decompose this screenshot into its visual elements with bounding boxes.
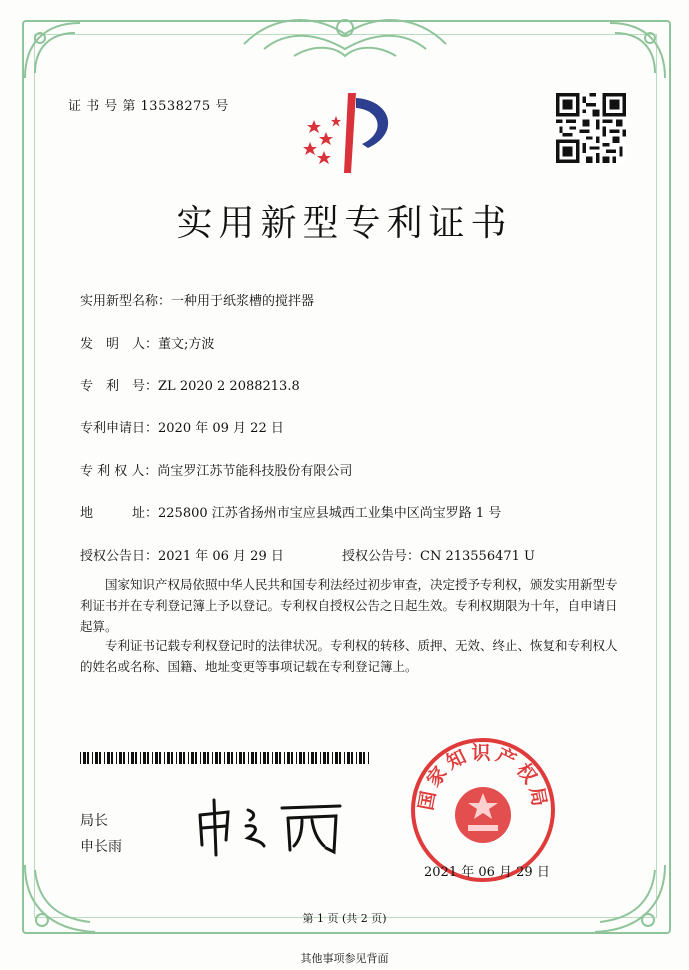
field-value: 2020 年 09 月 22 日 xyxy=(158,421,284,436)
director-title: 局长 xyxy=(80,813,108,829)
field-value: ZL 2020 2 2088213.8 xyxy=(158,379,300,394)
field-grant-number xyxy=(342,545,535,564)
field-patent-number xyxy=(80,375,300,394)
field-value: CN 213556471 U xyxy=(420,549,535,564)
svg-text:国家知识产权局: 国家知识产权局 xyxy=(415,742,551,812)
certificate-title: 实用新型专利证书 xyxy=(176,203,513,244)
certificate-number: 证 书 号 第 13538275 号 xyxy=(68,99,229,114)
field-patentee xyxy=(80,460,352,479)
corner-ornament-bottom-right-icon xyxy=(590,860,670,940)
field-inventor xyxy=(80,333,214,352)
field-value: 尚宝罗江苏节能科技股份有限公司 xyxy=(157,464,353,479)
corner-ornament-top-right-icon xyxy=(600,18,670,88)
qr-code-icon xyxy=(556,93,626,163)
cnipa-logo-icon xyxy=(296,88,406,178)
seal-date: 2021 年 06 月 29 日 xyxy=(424,865,550,880)
certificate-paragraph-2: 专利证书记载专利权登记时的法律状况。专利权的转移、质押、无效、终止、恢复和专利权人的姓名或名称、国籍、地址变更等事项记载在专利登记簿上。 xyxy=(80,638,618,674)
field-label: 专 利 号： xyxy=(80,379,159,394)
director-signature-icon xyxy=(190,790,350,860)
certificate-paragraph-1: 国家知识产权局依照中华人民共和国专利法经过初步审查，决定授予专利权，颁发实用新型专利证书并在专利登记簿上予以登记。专利权自授权公告之日起生效。专利权期限为十年，自申请日起算。 xyxy=(80,577,618,634)
barcode-icon xyxy=(80,752,370,764)
field-value: 一种用于纸浆槽的搅拌器 xyxy=(171,294,315,309)
field-value: 225800 江苏省扬州市宝应县城西工业集中区尚宝罗路 1 号 xyxy=(158,506,502,521)
field-label: 专 利 权 人： xyxy=(80,464,158,479)
field-value: 2021 年 06 月 29 日 xyxy=(158,549,284,564)
corner-ornament-bottom-left-icon xyxy=(20,860,100,940)
corner-ornament-top-left-icon xyxy=(20,18,90,88)
field-label: 专利申请日： xyxy=(80,421,159,436)
field-label: 实用新型名称： xyxy=(80,294,172,309)
top-ornament-icon xyxy=(234,14,456,64)
director-name: 申长雨 xyxy=(80,839,122,855)
footer-note: 其他事项参见背面 xyxy=(300,952,389,965)
field-address xyxy=(80,502,501,521)
page-number: 第 1 页 (共 2 页) xyxy=(302,912,387,925)
field-filing-date xyxy=(80,417,284,436)
field-label: 授权公告日： xyxy=(80,549,159,564)
field-label: 发 明 人： xyxy=(80,337,159,352)
field-utility-model-name xyxy=(80,290,314,309)
field-value: 董文;方波 xyxy=(158,337,215,352)
field-grant-date xyxy=(80,545,284,564)
field-label: 地 址： xyxy=(80,506,159,521)
field-label: 授权公告号： xyxy=(342,549,421,564)
